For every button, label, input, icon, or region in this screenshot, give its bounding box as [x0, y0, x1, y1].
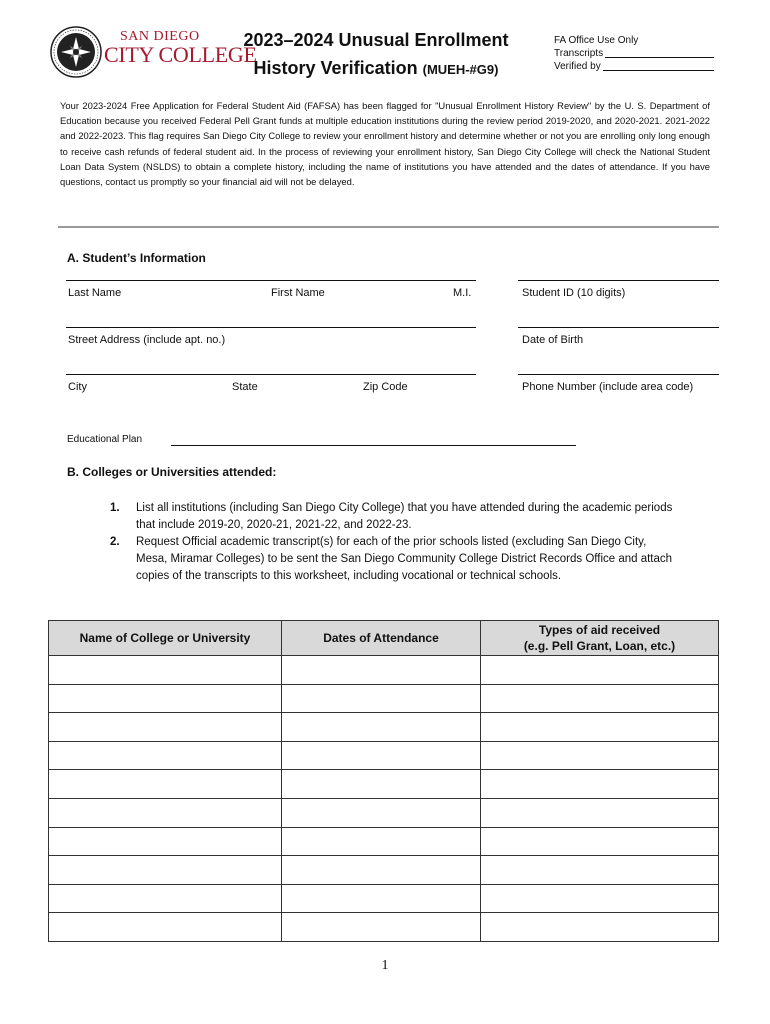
- table-row: [49, 684, 719, 713]
- aid-cell[interactable]: [481, 741, 719, 770]
- aid-cell[interactable]: [481, 798, 719, 827]
- institutions-table: [48, 620, 719, 942]
- list-item: [110, 500, 680, 534]
- list-item-text: List all institutions (including San Diego City College) that you have attended during the academic periods that include 2019-20, 2020-21, 2021-22, and 2022-23.: [136, 502, 673, 531]
- dates-cell[interactable]: [282, 798, 481, 827]
- section-b-heading: B. Colleges or Universities attended:: [67, 465, 277, 479]
- dob-line: [518, 327, 719, 328]
- dates-cell[interactable]: [282, 713, 481, 742]
- phone-number-field[interactable]: Phone Number (include area code): [522, 381, 694, 393]
- last-name-field[interactable]: Last Name: [68, 287, 122, 299]
- aid-cell[interactable]: [481, 656, 719, 685]
- educational-plan-field[interactable]: [171, 445, 576, 446]
- aid-cell[interactable]: [481, 713, 719, 742]
- dates-cell[interactable]: [282, 827, 481, 856]
- page-number: 1: [381, 958, 389, 973]
- title-line-2: History Verification: [253, 58, 418, 78]
- form-code: (MUEH-#G9): [422, 62, 499, 77]
- transcripts-label: Transcripts: [554, 48, 604, 59]
- student-id-field[interactable]: Student ID (10 digits): [522, 287, 626, 299]
- list-item-number: 2.: [110, 536, 120, 548]
- city-field[interactable]: City: [68, 381, 87, 393]
- date-of-birth-field[interactable]: Date of Birth: [522, 334, 584, 346]
- table-row: [49, 856, 719, 885]
- table-row: [49, 798, 719, 827]
- col-header-college: Name of College or University: [49, 621, 282, 656]
- table-row: [49, 656, 719, 685]
- name-line: [66, 280, 476, 281]
- state-field[interactable]: State: [232, 381, 258, 393]
- college-cell[interactable]: [49, 770, 282, 799]
- dates-cell[interactable]: [282, 656, 481, 685]
- aid-cell[interactable]: [481, 884, 719, 913]
- col-header-aid-line2: (e.g. Pell Grant, Loan, etc.): [523, 639, 676, 653]
- college-cell[interactable]: [49, 913, 282, 942]
- college-cell[interactable]: [49, 798, 282, 827]
- list-item: [110, 534, 680, 585]
- aid-cell[interactable]: [481, 684, 719, 713]
- college-seal-logo: [50, 26, 102, 78]
- college-cell[interactable]: [49, 741, 282, 770]
- college-cell[interactable]: [49, 656, 282, 685]
- title-line-1: 2023–2024 Unusual Enrollment: [243, 30, 509, 50]
- college-cell[interactable]: [49, 827, 282, 856]
- dates-cell[interactable]: [282, 856, 481, 885]
- aid-cell[interactable]: [481, 770, 719, 799]
- college-cell[interactable]: [49, 713, 282, 742]
- logo-line-2: CITY COLLEGE: [104, 42, 257, 67]
- dates-cell[interactable]: [282, 884, 481, 913]
- col-header-dates: Dates of Attendance: [282, 621, 481, 656]
- verified-by-line[interactable]: [603, 60, 714, 71]
- table-row: [49, 770, 719, 799]
- college-wordmark: [104, 30, 257, 66]
- col-header-aid: [481, 621, 719, 656]
- student-id-line: [518, 280, 719, 281]
- transcripts-line[interactable]: [605, 47, 714, 58]
- first-name-field[interactable]: First Name: [271, 287, 325, 299]
- table-row: [49, 884, 719, 913]
- list-item-number: 1.: [110, 502, 120, 514]
- verified-by-label: Verified by: [554, 61, 601, 72]
- instructions-list: [110, 500, 680, 585]
- college-cell[interactable]: [49, 856, 282, 885]
- aid-cell[interactable]: [481, 856, 719, 885]
- table-row: [49, 713, 719, 742]
- educational-plan-label: Educational Plan: [67, 434, 143, 445]
- logo-line-1: SAN DIEGO: [120, 29, 200, 44]
- table-row: [49, 827, 719, 856]
- section-a-heading: A. Student’s Information: [67, 251, 206, 265]
- intro-paragraph: Your 2023-2024 Free Application for Federal Student Aid (FAFSA) has been flagged for "Unusual Enrollment History Review" by the U. S. Department of Education because you received Federal Pell Grant funds at multiple education institutions during the review period 2019-2020, and 2020-2021. 2021-2022 and 2022-2023. This flag requires San Diego City College to review your enrollment history and determine whether or not you are enrolling only long enough to receive cash refunds of federal student aid. In the process of reviewing your enrollment history, San Diego City College will check the National Student Loan Data System (NSLDS) to obtain a complete history, including the name of institutions you have attended and the dates of attendance. If you have questions, contact us promptly so your financial aid will not be delayed.: [60, 100, 710, 188]
- mi-field[interactable]: M.I.: [453, 287, 472, 299]
- aid-cell[interactable]: [481, 913, 719, 942]
- dates-cell[interactable]: [282, 770, 481, 799]
- zip-code-field[interactable]: Zip Code: [363, 381, 408, 393]
- phone-line: [518, 374, 719, 375]
- table-row: [49, 741, 719, 770]
- dates-cell[interactable]: [282, 741, 481, 770]
- list-item-text: Request Official academic transcript(s) for each of the prior schools listed (excluding San Diego City, Mesa, Miramar Colleges) to be sent the San Diego Community College District Records Office and attach copies of the transcripts to this worksheet, including vocational or technical schools.: [136, 536, 673, 582]
- office-use-box: [554, 34, 714, 73]
- aid-cell[interactable]: [481, 827, 719, 856]
- street-line: [66, 327, 476, 328]
- college-cell[interactable]: [49, 684, 282, 713]
- city-line: [66, 374, 476, 375]
- office-use-label: FA Office Use Only: [554, 35, 639, 46]
- col-header-aid-line1: Types of aid received: [538, 623, 661, 637]
- section-divider: [58, 226, 719, 228]
- dates-cell[interactable]: [282, 913, 481, 942]
- college-cell[interactable]: [49, 884, 282, 913]
- form-title: [236, 26, 516, 84]
- table-row: [49, 913, 719, 942]
- dates-cell[interactable]: [282, 684, 481, 713]
- street-address-field[interactable]: Street Address (include apt. no.): [68, 334, 226, 346]
